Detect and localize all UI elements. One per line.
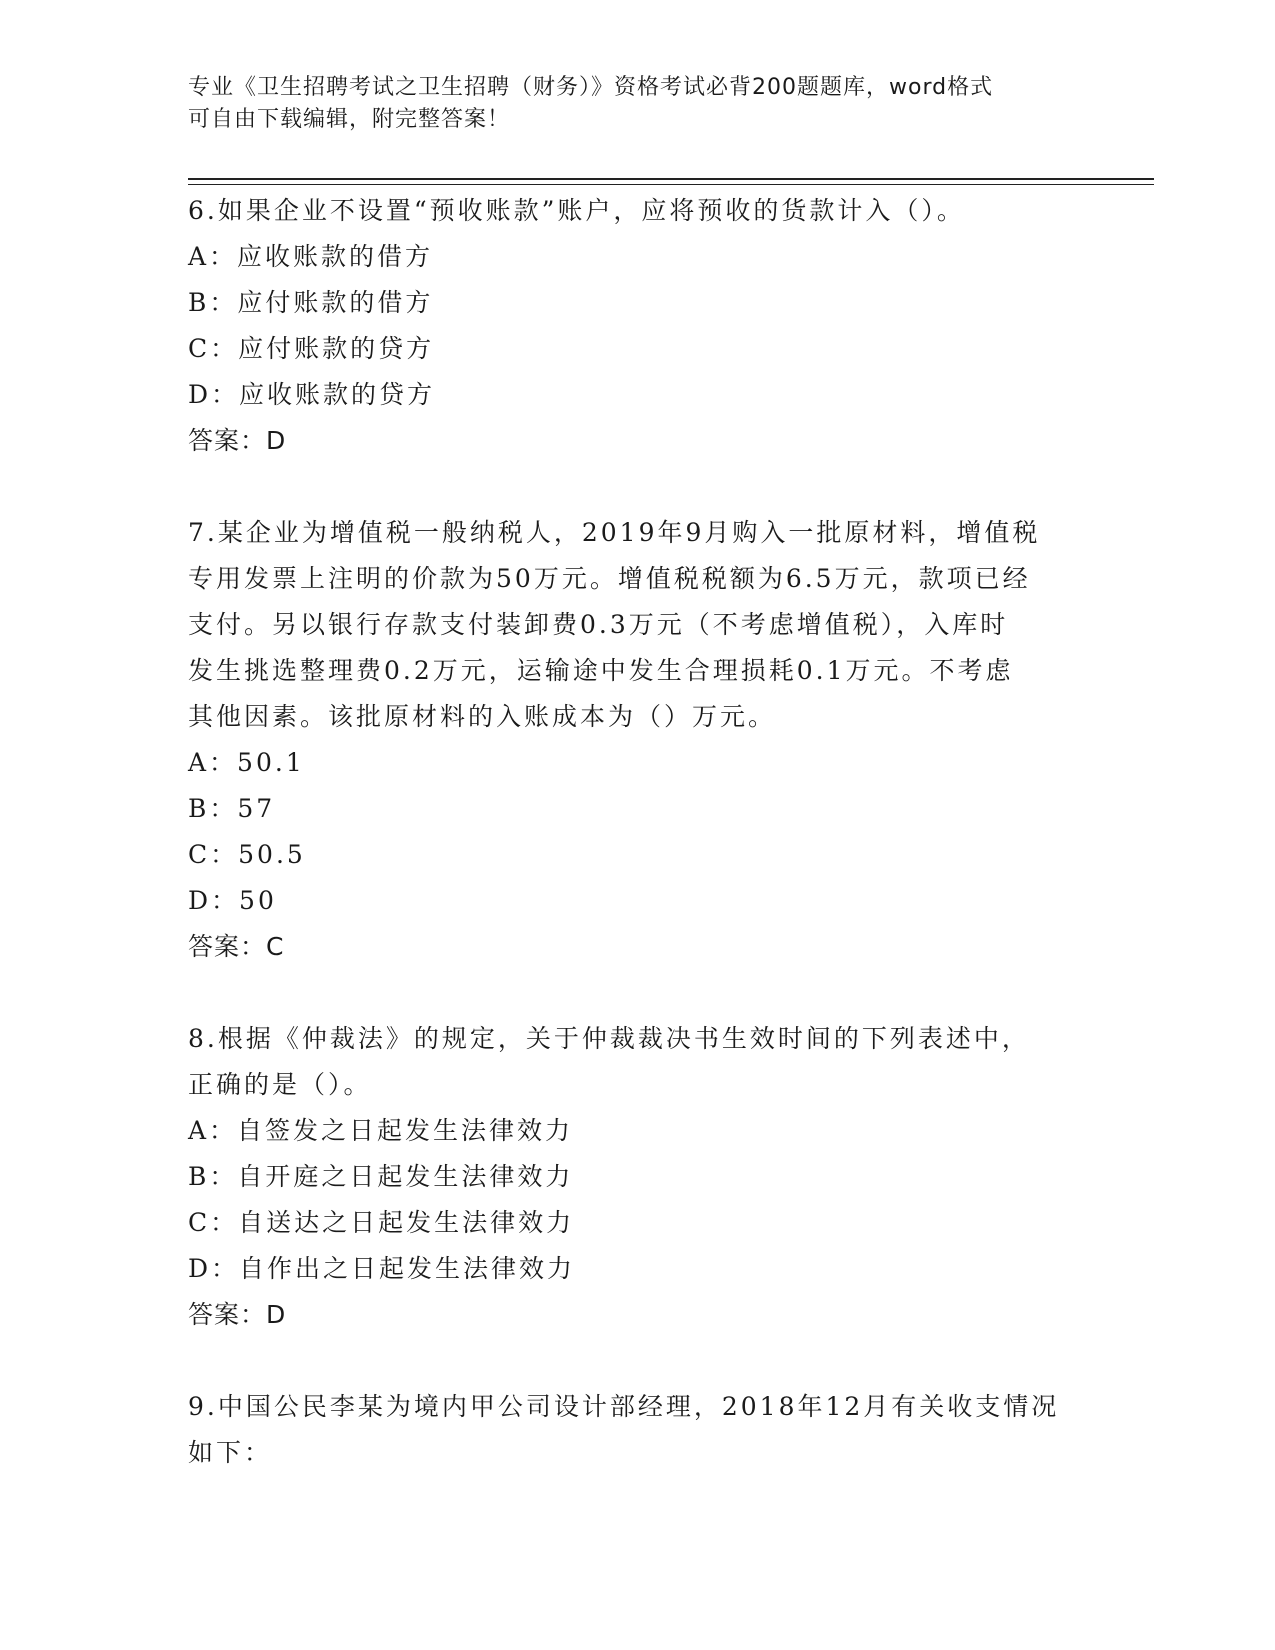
option-d: D：应收账款的贷方	[188, 380, 436, 409]
answer-value: D	[266, 426, 287, 455]
answer-label: 答案：	[188, 426, 267, 455]
option-b: B：57	[188, 794, 276, 823]
answer-label: 答案：	[188, 1300, 267, 1329]
option-a: A：自签发之日起发生法律效力	[188, 1116, 574, 1145]
question-6	[188, 188, 1088, 464]
answer-line	[188, 418, 1088, 464]
option-d: D：自作出之日起发生法律效力	[188, 1254, 576, 1283]
option-b: B：自开庭之日起发生法律效力	[188, 1162, 574, 1191]
answer-line	[188, 924, 1088, 970]
question-list	[188, 188, 1088, 1476]
stem-line: 其他因素。该批原材料的入账成本为（）万元。	[188, 702, 777, 731]
answer-line	[188, 1292, 1088, 1338]
question-7	[188, 510, 1088, 970]
option-b: B：应付账款的借方	[188, 288, 434, 317]
option-a: A：50.1	[188, 748, 305, 777]
question-stem	[188, 188, 1088, 234]
question-stem	[188, 1384, 1088, 1476]
answer-value: C	[266, 932, 285, 961]
header-rule-thin	[188, 184, 1154, 185]
stem-line: 如下：	[188, 1438, 273, 1467]
stem-line: 正确的是（）。	[188, 1070, 372, 1099]
option-c: C：应付账款的贷方	[188, 334, 435, 363]
stem-line: 6.如果企业不设置“预收账款”账户，应将预收的货款计入（）。	[188, 196, 965, 225]
question-stem	[188, 510, 1088, 740]
option-d: D：50	[188, 886, 277, 915]
option-c: C：自送达之日起发生法律效力	[188, 1208, 575, 1237]
option-a: A：应收账款的借方	[188, 242, 434, 271]
stem-line: 9.中国公民李某为境内甲公司设计部经理，2018年12月有关收支情况	[188, 1392, 1060, 1421]
question-stem	[188, 1016, 1088, 1108]
stem-line: 专用发票上注明的价款为50万元。增值税税额为6.5万元，款项已经	[188, 564, 1031, 593]
stem-line: 支付。另以银行存款支付装卸费0.3万元（不考虑增值税），入库时	[188, 610, 1009, 639]
header-line-1: 专业《卫生招聘考试之卫生招聘（财务）》资格考试必背200题题库，word格式	[188, 75, 994, 100]
answer-value: D	[266, 1300, 287, 1329]
answer-label: 答案：	[188, 932, 267, 961]
header-line-2: 可自由下载编辑，附完整答案！	[188, 107, 511, 132]
option-c: C：50.5	[188, 840, 306, 869]
document-header	[188, 72, 1068, 136]
question-8	[188, 1016, 1088, 1338]
stem-line: 8.根据《仲裁法》的规定，关于仲裁裁决书生效时间的下列表述中，	[188, 1024, 1030, 1053]
header-rule-thick	[188, 178, 1154, 180]
stem-line: 发生挑选整理费0.2万元，运输途中发生合理损耗0.1万元。不考虑	[188, 656, 1014, 685]
stem-line: 7.某企业为增值税一般纳税人，2019年9月购入一批原材料，增值税	[188, 518, 1041, 547]
question-9	[188, 1384, 1088, 1476]
